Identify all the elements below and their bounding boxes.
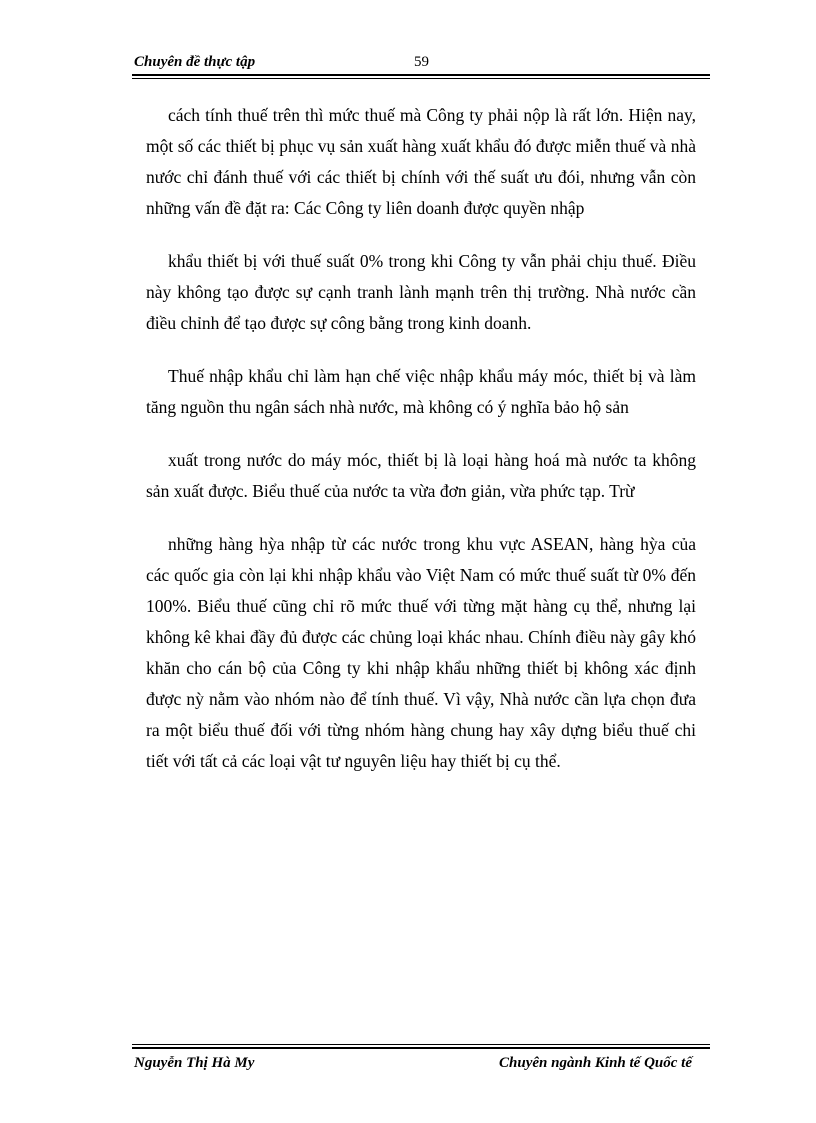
page-footer (132, 1052, 710, 1076)
paragraph-1: cách tính thuế trên thì mức thuế mà Công ty phải nộp là rất lớn. Hiện nay, một số các thiết bị phục vụ sản xuất hàng xuất khẩu đó được miễn thuế và nhà nước chỉ đánh thuế với các thiết bị chính với thế suất ưu đói, nhưng vẫn còn những vấn đề đặt ra: Các Công ty liên doanh được quyền nhập (146, 105, 696, 218)
document-body (146, 100, 696, 777)
header-title: Chuyên đề thực tập (134, 54, 256, 70)
paragraph-4: xuất trong nước do máy móc, thiết bị là loại hàng hoá mà nước ta không sản xuất được. Biểu thuế của nước ta vừa đơn giản, vừa phức tạp. Trừ (146, 450, 696, 501)
header-rule-thin (132, 78, 710, 79)
paragraph-5: những hàng hỳa nhập từ các nước trong khu vực ASEAN, hàng hỳa của các quốc gia còn lại khi nhập khẩu vào Việt Nam có mức thuế suất từ 0% đến 100%. Biểu thuế cũng chỉ rõ mức thuế với từng mặt hàng cụ thể, nhưng lại không kê khai đầy đủ được các chủng loại khác nhau. Chính điều này gây khó khăn cho cán bộ của Công ty khi nhập khẩu những thiết bị không xác định được nỳ nằm vào nhóm nào để tính thuế. Vì vậy, Nhà nước cần lựa chọn đưa ra một biểu thuế đối với từng nhóm hàng chung hay xây dựng biểu thuế chi tiết với tất cả các loại vật tư nguyên liệu hay thiết bị cụ thể. (146, 534, 696, 771)
footer-major: Chuyên ngành Kinh tế Quốc tế (499, 1055, 692, 1071)
paragraph-3: Thuế nhập khẩu chỉ làm hạn chế việc nhập khẩu máy móc, thiết bị và làm tăng nguồn thu ngân sách nhà nước, mà không có ý nghĩa bảo hộ sản (146, 366, 696, 417)
page-header (132, 52, 710, 74)
footer-author: Nguyễn Thị Hà My (134, 1055, 255, 1071)
header-rule-thick (132, 74, 710, 76)
page-number: 59 (414, 54, 429, 70)
footer-rule-thin (132, 1044, 710, 1045)
paragraph-2: khẩu thiết bị với thuế suất 0% trong khi Công ty vẫn phải chịu thuế. Điều này không tạo được sự cạnh tranh lành mạnh trên thị trường. Nhà nước cần điều chỉnh để tạo được sự công bằng trong kinh doanh. (146, 251, 696, 333)
footer-rule-thick (132, 1047, 710, 1049)
